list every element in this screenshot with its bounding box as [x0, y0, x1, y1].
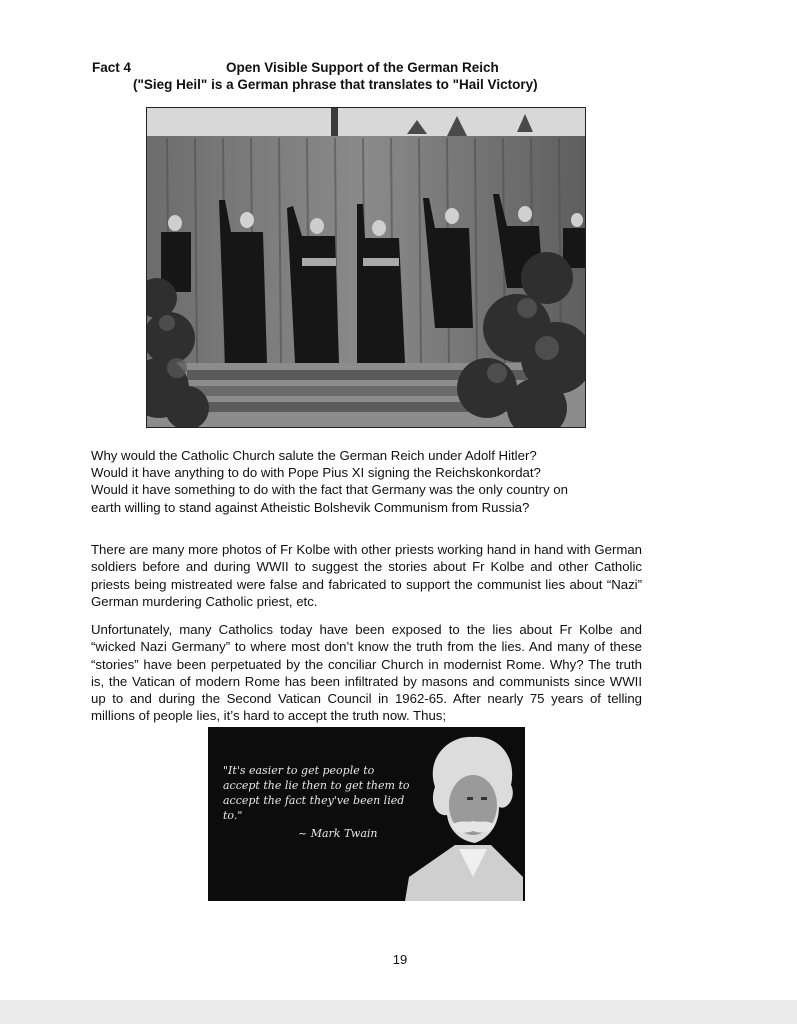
mark-twain-portrait — [395, 727, 525, 901]
paragraph-1-line: earth willing to stand against Atheistic Bolshevik Communism from Russia? — [91, 499, 530, 515]
clergy-salute-photo — [146, 107, 586, 428]
page-number: 19 — [392, 952, 408, 967]
paragraph-1 — [91, 447, 642, 516]
viewer-bottom-bar — [0, 1000, 797, 1024]
paragraph-1-line: Would it have something to do with the fact that Germany was the only country on — [91, 482, 568, 498]
mark-twain-quote-image — [208, 727, 525, 901]
section-title: Open Visible Support of the German Reich — [226, 60, 499, 75]
fact-heading — [92, 59, 652, 92]
fact-label: Fact 4 — [92, 60, 132, 75]
quote-attribution: ~ Mark Twain — [298, 827, 378, 840]
paragraph-2: There are many more photos of Fr Kolbe with other priests working hand in hand with German soldiers before and during WWII to suggest the stories about Fr Kolbe and other Catholic priests being mistreated were false and fabricated to support the communist lies about “Nazi” German murdering Catholic priest, etc. — [91, 542, 642, 609]
paragraph-3: Unfortunately, many Catholics today have been exposed to the lies about Fr Kolbe and “wicked Nazi Germany” to where most don’t know the truth from the lies. And many of these “stories” have been perpetuated by the conciliar Church in modernist Rome. Why? The truth is, the Vatican of modern Rome has been infiltrated by masons and communists since WWII up to and during the Second Vatican Council in 1962-65. After nearly 75 years of telling millions of people lies, it’s hard to accept the truth now. Thus; — [91, 622, 642, 724]
quote-text: "It's easier to get people to accept the lie then to get them to accept the fact they've been lied to." — [223, 764, 410, 822]
paragraph-1-line: Would it have anything to do with Pope Pius XI signing the Reichskonkordat? — [91, 465, 541, 481]
section-subtitle: ("Sieg Heil" is a German phrase that translates to "Hail Victory) — [133, 77, 538, 92]
paragraph-1-line: Why would the Catholic Church salute the German Reich under Adolf Hitler? — [91, 448, 537, 463]
